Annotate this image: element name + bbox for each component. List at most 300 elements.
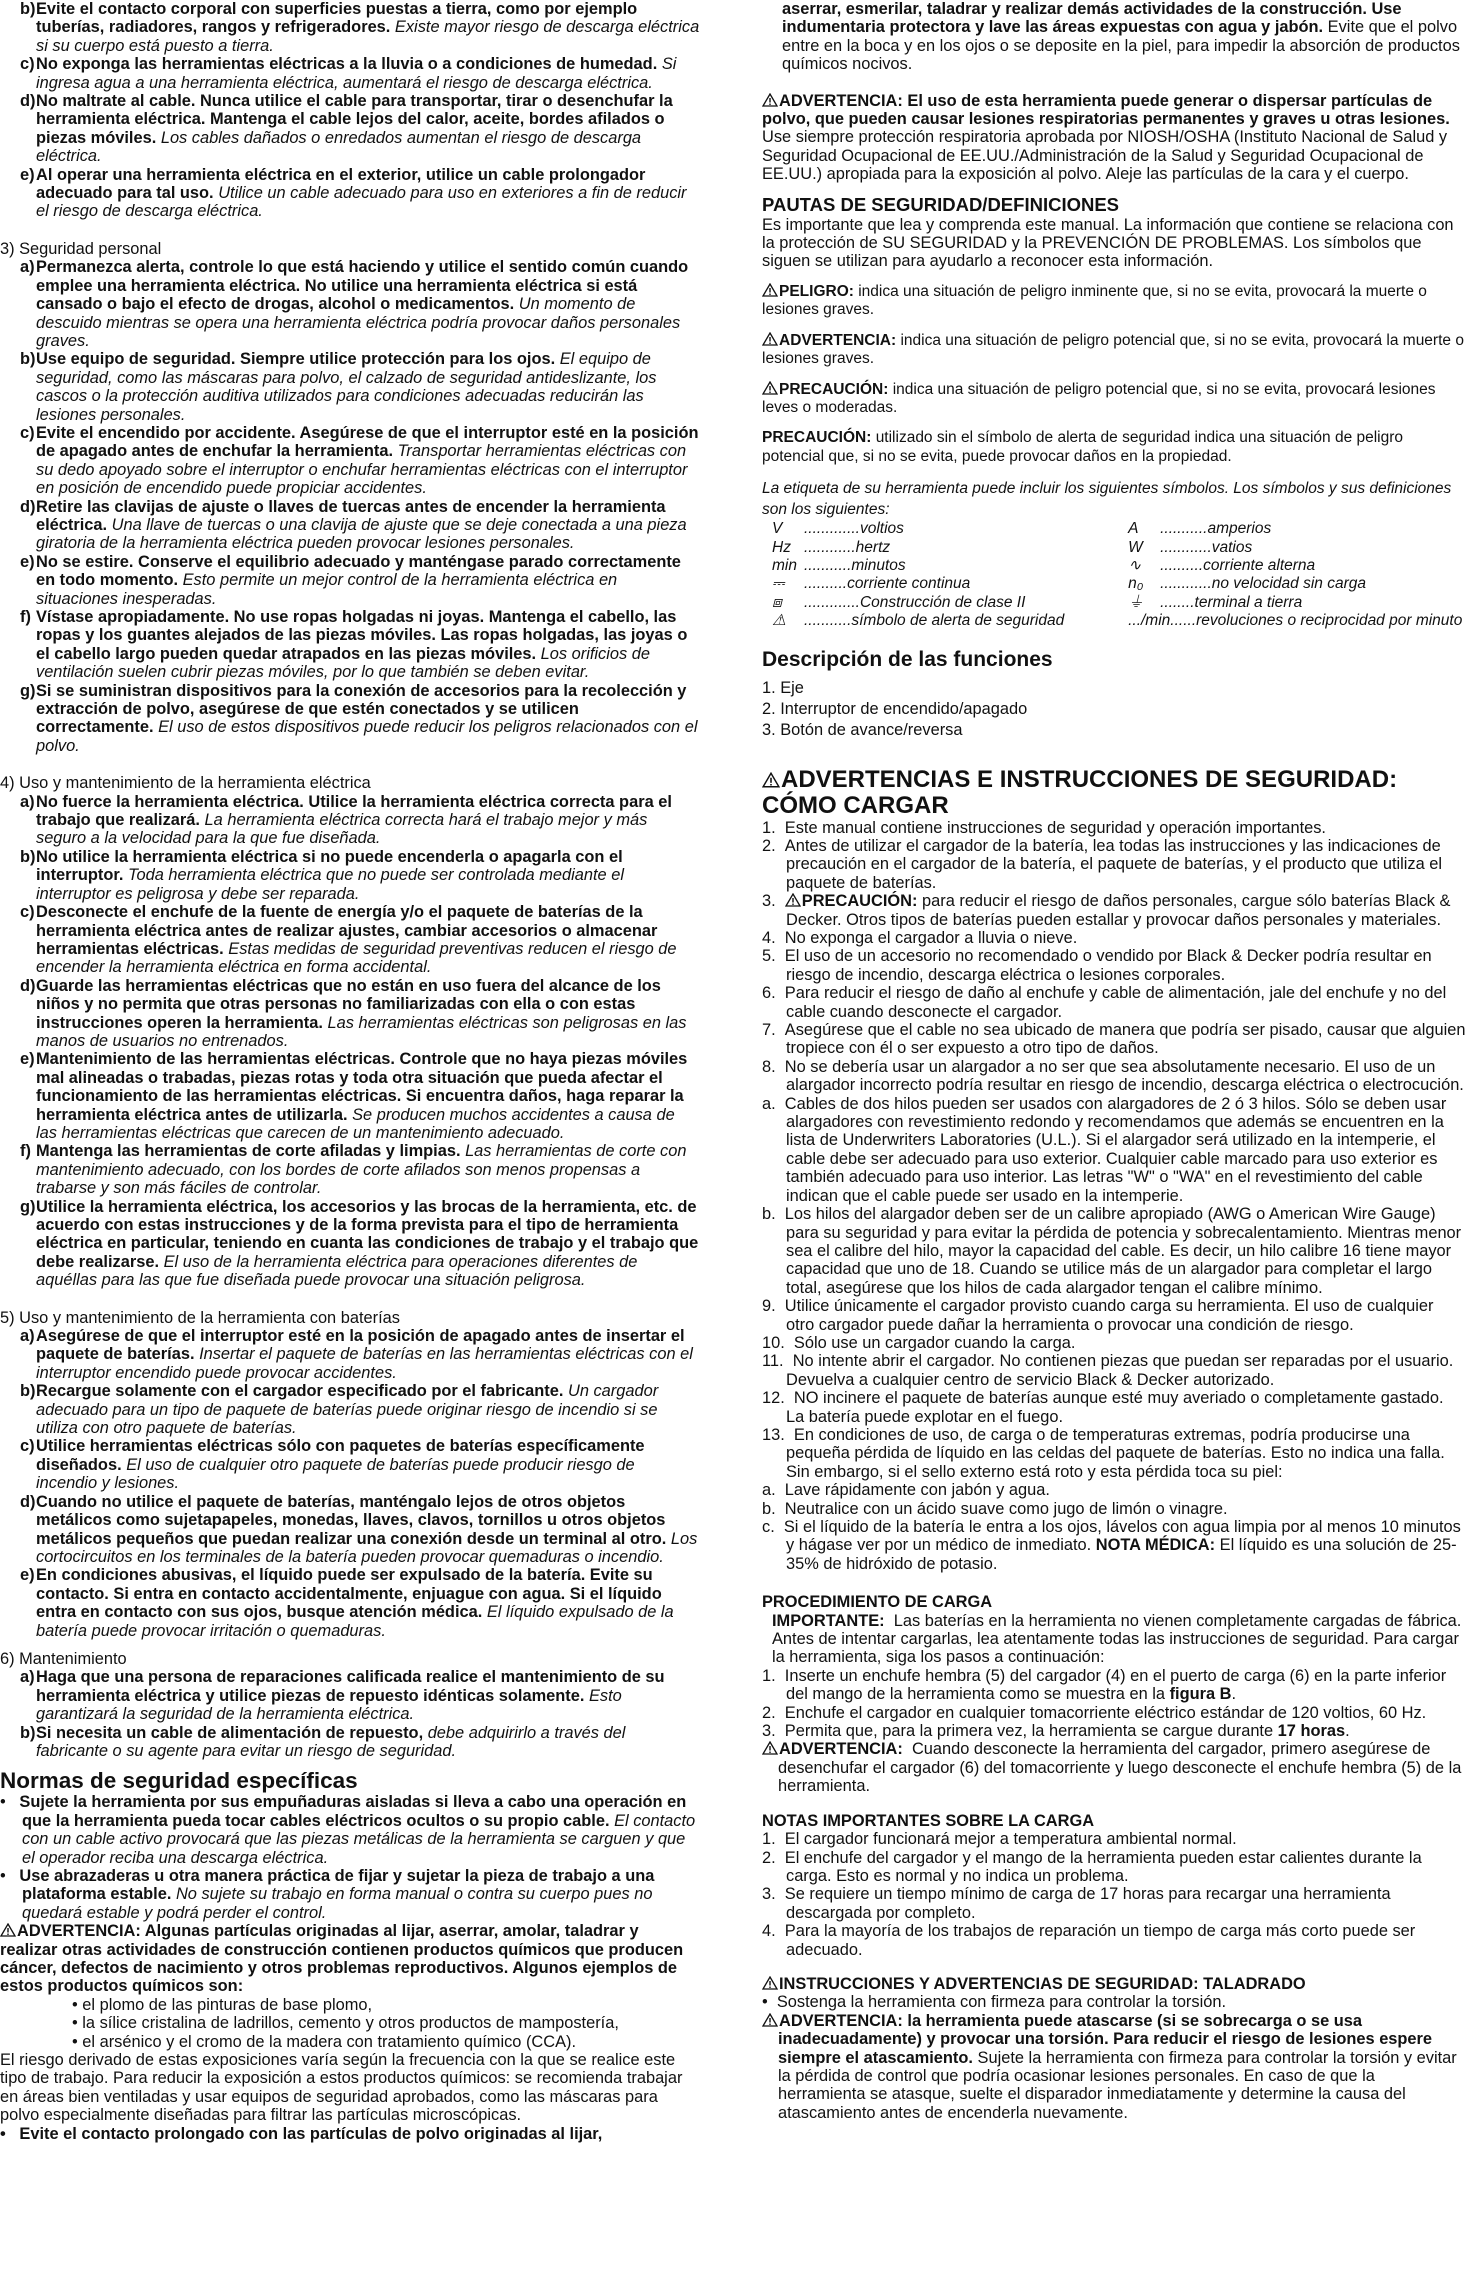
definition-item [762, 283, 1466, 320]
list-item [0, 1668, 700, 1723]
list-item [0, 1493, 700, 1567]
maintenance-list [0, 1668, 700, 1760]
charging-item [762, 1095, 1466, 1205]
item-italic-text: El equipo de seguridad, como las máscaras para polvo, el calzado de seguridad antideslizante, los cascos o la protección auditiva utilizados para condiciones adecuadas reducirán las lesiones personales. [36, 350, 657, 424]
symbol-glyph: ∿ [1128, 556, 1142, 574]
symbol-cell [1128, 539, 1466, 557]
item-note-text: El líquido es una solución de 25-35% de hidróxido de potasio. [786, 1536, 1457, 1573]
proc-warn-bold: ADVERTENCIA: [779, 1740, 903, 1759]
charging-item [762, 929, 1466, 947]
warning-icon [0, 1923, 16, 1937]
item-bold-text: 17 horas [1277, 1722, 1346, 1741]
item-letter: f) [20, 608, 31, 626]
proc-imp-text: Las baterías en la herramienta no vienen completamente cargadas de fábrica. Antes de intentar cargarlas, lea atentamente todas las instrucciones de seguridad. Para cargar la herramienta, siga los pasos a continuación: [772, 1611, 1462, 1667]
definition-term: PRECAUCIÓN: [779, 380, 889, 398]
item-text: No intente abrir el cargador. No contienen piezas que puedan ser reparadas por el usuario. Devuelva a cualquier centro de servicio Black & Decker autorizado. [786, 1352, 1454, 1389]
item-end: . [1345, 1722, 1350, 1741]
numbered-item [762, 1722, 1466, 1740]
item-number: 7. [762, 1021, 776, 1040]
list-item [0, 0, 700, 55]
item-number: 3. [762, 1722, 776, 1741]
item-bold-text: Cuando no utilice el paquete de baterías, manténgalo lejos de otros objetos metálicos como sujetapapeles, monedas, llaves, clavos, tornillos u otros objetos metálicos pequeños que puedan realizar una conexión desde un terminal al otro. [36, 1492, 667, 1548]
item-letter: b) [20, 1723, 36, 1742]
item-italic-text: Los cables dañados o enredados aumentan el riesgo de descarga eléctrica. [36, 128, 642, 166]
precaution-no-symbol [762, 429, 1466, 466]
symbol-cell [762, 612, 1128, 630]
symbol-cell [762, 539, 1128, 557]
list-item [0, 1437, 700, 1492]
item-text: En condiciones de uso, de carga o de temperaturas extremas, podría producirse una pequeña pérdida de líquido en las celdas del paquete de baterías. Esto no indica una falla. Sin embargo, si el sello externo está roto y esta pérdida toca su piel: [786, 1425, 1445, 1481]
item-italic-text: El uso de la herramienta eléctrica para operaciones diferentes de aquéllas para las que fue diseñada puede provocar una situación peligrosa. [36, 1252, 638, 1290]
item-number: 11. [762, 1352, 784, 1371]
item-number: a. [762, 1481, 776, 1500]
symbol-row [762, 539, 1466, 557]
definition-text: indica una situación de peligro potencial que, si no se evita, provocará lesiones leves o moderadas. [762, 380, 1436, 416]
list-item [0, 1566, 700, 1640]
warning-icon [762, 1741, 778, 1755]
section-title-maintenance: 6) Mantenimiento [0, 1649, 127, 1668]
charging-item [762, 1481, 1466, 1499]
symbol-row [762, 612, 1466, 630]
item-letter: e) [20, 165, 35, 184]
item-number: 2. [762, 1703, 776, 1722]
item-text: Antes de utilizar el cargador de la batería, lea todas las instrucciones y las indicaciones de precaución en el cargador de la batería, el paquete de baterías, y el producto que utiliza el paquete de baterías. [784, 836, 1443, 892]
item-italic-text: Esto garantizará la seguridad de la herramienta eléctrica. [36, 1686, 622, 1724]
warning-icon [762, 772, 780, 788]
item-bold-text: Si necesita un cable de alimentación de repuesto, [36, 1723, 424, 1742]
numbered-item [762, 1922, 1466, 1959]
item-letter: d) [20, 1492, 36, 1511]
warning-icon [762, 332, 778, 346]
drilling-title-text: INSTRUCCIONES Y ADVERTENCIAS DE SEGURIDAD: TALADRADO [779, 1974, 1306, 1993]
item-number: 6. [762, 984, 776, 1003]
list-item [0, 553, 700, 608]
list-item [0, 848, 700, 903]
procedure-warning [762, 1740, 1466, 1795]
symbol-cell [1128, 575, 1466, 593]
symbol-meaning: .............Construcción de clase II [804, 593, 1026, 611]
item-bold-text: Mantenga las herramientas de corte afiladas y limpias. [36, 1142, 461, 1161]
item-bold-text: Evite el encendido por accidente. Asegúrese de que el interruptor esté en la posición de apagado antes de enchufar la herramienta. [36, 423, 699, 461]
charging-item [762, 1205, 1466, 1297]
item-italic-text: Utilice un cable adecuado para uso en exteriores a fin de reducir el riesgo de descarga eléctrica. [36, 184, 687, 221]
list-item [0, 1724, 700, 1761]
item-number: 4. [762, 1922, 776, 1941]
item-text: Lave rápidamente con jabón y agua. [784, 1481, 1050, 1500]
item-italic-text: Esto permite un mejor control de la herramienta eléctrica en situaciones inesperadas. [36, 571, 618, 608]
item-letter: a) [20, 792, 35, 811]
item-bold-text: Retire las clavijas de ajuste o llaves de tuercas antes de encender la herramienta eléctrica. [36, 497, 666, 534]
charging-item [762, 1297, 1466, 1334]
pautas-title: PAUTAS DE SEGURIDAD/DEFINICIONES [762, 193, 1120, 215]
item-bold-text: Use abrazaderas u otra manera práctica de fijar y sujetar la pieza de trabajo a una plataforma estable. [19, 1867, 655, 1904]
list-item [0, 1327, 700, 1382]
item-text: No se debería usar un alargador a no ser que sea absolutamente necesario. El uso de un alargador incorrecto podría resultar en riesgo de incendio, descarga eléctrica o electrocución. [784, 1057, 1464, 1095]
item-letter: a) [20, 258, 35, 277]
item-number: 3. [762, 1885, 776, 1904]
item-number: 12. [762, 1389, 785, 1408]
item-number: 3. [762, 892, 776, 911]
item-letter: g) [20, 681, 36, 700]
warning-icon [762, 381, 778, 395]
item-bold-text: Sujete la herramienta por sus empuñaduras aisladas si lleva a cabo una operación en que la herramienta pueda tocar cables eléctricos ocultos o su propio cable. [19, 1793, 687, 1830]
definition-item [762, 332, 1466, 369]
battery-tool-list [0, 1327, 700, 1640]
item-warning-label: PRECAUCIÓN: [801, 892, 918, 911]
item-italic-text: Existe mayor riesgo de descarga eléctrica si su cuerpo está puesto a tierra. [36, 18, 700, 55]
item-bold-text: Use equipo de seguridad. Siempre utilice protección para los ojos. [36, 350, 556, 369]
item-number: 1. [762, 1666, 776, 1685]
item-text: No exponga el cargador a lluvia o nieve. [784, 929, 1078, 947]
left-column [0, 0, 700, 2143]
personal-safety-list [0, 258, 700, 755]
symbol-row [762, 575, 1466, 593]
item-letter: e) [20, 1050, 35, 1069]
bullet-item: • Use abrazaderas u otra manera práctica de fijar y sujetar la pieza de trabajo a una plataforma estable. No sujete su trabajo en forma manual o contra su cuerpo pues no quedará estable y podrá perder el control. [0, 1867, 655, 1922]
item-bold-text: No exponga las herramientas eléctricas a la lluvia o a condiciones de humedad. [36, 55, 658, 74]
item-italic-text: Un cargador adecuado para un tipo de paquete de baterías puede originar riesgo de incendio si se utiliza con otro paquete de baterías. [36, 1382, 659, 1438]
list-item [0, 258, 700, 350]
item-bold-text: No fuerce la herramienta eléctrica. Utilice la herramienta eléctrica correcta para el trabajo que realizará. [36, 792, 672, 830]
warning-icon [762, 2013, 778, 2027]
item-bold-text: Permanezca alerta, controle lo que está haciendo y utilice el sentido común cuando emplee una herramienta eléctrica. No utilice una herramienta eléctrica si está cansado o bajo el efecto de drogas, alcohol o medicamentos. [36, 258, 689, 314]
item-number: b. [762, 1499, 776, 1518]
prec2-text: utilizado sin el símbolo de alerta de seguridad indica una situación de peligro potencial que, si no se evita, puede provocar daños en la propiedad. [762, 429, 1404, 465]
symbol-glyph: min [772, 556, 797, 574]
symbol-cell [762, 557, 1128, 575]
symbol-meaning: ........terminal a tierra [1160, 593, 1303, 611]
item-text: Cables de dos hilos pueden ser usados con alargadores de 2 ó 3 hilos. Sólo se deben usar alargadores con revestimiento redondo y recomendamos que además se encuentren en la lista de Underwriters Laboratories (U.L.). Si el alargador será utilizado en la intemperie, el cable debe ser adecuado para uso exterior. Cualquier cable marcado para uso exterior es también adecuado para uso interior. Las letras "W" o "WA" en el revestimiento del cable indican que el cable puede ser usado en la intemperie. [784, 1094, 1447, 1205]
item-bold-text: figura B [1169, 1685, 1232, 1704]
list-item [0, 350, 700, 424]
drill-warn-bold: ADVERTENCIA: la herramienta puede atascarse (si se sobrecarga o se usa inadecuadamente) y provocar una torsión. Para reducir el riesgo de lesiones espere siempre el atascamiento. [778, 2011, 1433, 2067]
item-text: Utilice únicamente el cargador provisto cuando carga su herramienta. El uso de cualquier otro cargador puede dañar la herramienta o provocar una condición de riesgo. [784, 1297, 1434, 1334]
item-bold-text: Desconecte el enchufe de la fuente de energía y/o el paquete de baterías de la herramienta eléctrica antes de realizar ajustes, cambiar accesorios o almacenar herramientas eléctricas. [36, 903, 658, 958]
symbol-meaning: ..........corriente alterna [1160, 556, 1316, 574]
symbol-meaning: ...........amperios [1160, 520, 1272, 538]
warning-icon [762, 1976, 778, 1990]
item-italic-text: Los orificios de ventilación suelen cubrir piezas móviles, por lo que también se deben evitar. [36, 644, 650, 682]
description-item: 1. Eje [762, 678, 804, 697]
right-column [762, 0, 1466, 2122]
item-letter: a) [20, 1668, 35, 1687]
symbol-meaning: ...........símbolo de alerta de seguridad [804, 612, 1065, 630]
procedure-list [762, 1667, 1466, 1741]
proc-warn-text: Cuando desconecte la herramienta del cargador, primero asegúrese de desenchufar el cargador (6) del tomacorriente y luego desconecte el enchufe hembra (5) de la herramienta. [778, 1740, 1462, 1796]
symbol-glyph: ⧈ [772, 593, 782, 611]
charging-title [762, 767, 1466, 819]
dust-bullet-text: Evite el contacto prolongado con las partículas de polvo originadas al lijar, [19, 2124, 603, 2143]
warning-icon [762, 283, 778, 297]
item-text: Sólo use un cargador cuando la carga. [793, 1333, 1076, 1352]
pautas-paragraph: Es importante que lea y comprenda este manual. La información que contiene se relaciona con la protección de SU SEGURIDAD y la PREVENCIÓN DE PROBLEMAS. Los símbolos que siguen se utilizan para ayudarlo a reconocer esta información. [762, 215, 1454, 271]
definition-term: PELIGRO: [779, 282, 854, 300]
item-letter: b) [20, 350, 36, 369]
charging-title-text: ADVERTENCIAS E INSTRUCCIONES DE SEGURIDAD: CÓMO CARGAR [762, 765, 1398, 819]
item-italic-text: Las herramientas de corte con mantenimiento adecuado, con los bordes de corte afilados son menos propensas a trabarse y son más fáciles de controlar. [36, 1142, 687, 1198]
drilling-warning [762, 2012, 1466, 2122]
item-number: c. [762, 1518, 775, 1536]
symbol-cell [1128, 594, 1466, 612]
item-bold-text: No maltrate al cable. Nunca utilice el cable para transportar, tirar o desenchufar la herramienta eléctrica. Mantenga el cable lejos del calor, aceite, bordes afilados o piezas móviles. [36, 92, 673, 147]
item-letter: d) [20, 497, 36, 516]
chemical-paragraph: El riesgo derivado de estas exposiciones varía según la frecuencia con la que se realice este tipo de trabajo. Para reducir la exposición a estos productos químicos: se recomienda trabajar en áreas bien ventiladas y usar equipos de seguridad aprobados, como las máscaras para polvo especialmente diseñadas para filtrar las partículas microscópicas. [0, 2051, 683, 2125]
item-italic-text: debe adquirirlo a través del fabricante o su agente para evitar un riesgo de seguridad. [36, 1723, 626, 1760]
list-item [0, 793, 700, 848]
dust-bullet: • Evite el contacto prolongado con las partículas de polvo originadas al lijar, [0, 2124, 603, 2143]
item-text: Enchufe el cargador en cualquier tomacorriente eléctrico estándar de 120 voltios, 60 Hz. [784, 1703, 1427, 1722]
drilling-title [762, 1975, 1466, 1993]
definition-item [762, 381, 1466, 418]
section-title-tool-use: 4) Uso y mantenimiento de la herramienta eléctrica [0, 774, 371, 793]
charging-item [762, 1518, 1466, 1573]
definition-text: indica una situación de peligro inminente que, si no se evita, provocará la muerte o lesiones graves. [762, 282, 1427, 319]
item-text: Neutralice con un ácido suave como jugo de limón o vinagre. [784, 1499, 1228, 1518]
item-letter: e) [20, 552, 35, 571]
item-italic-text: Si ingresa agua a una herramienta eléctrica, aumentará el riesgo de descarga eléctrica. [36, 55, 677, 92]
charging-item [762, 1021, 1466, 1058]
list-item [0, 977, 700, 1051]
item-italic-text: Insertar el paquete de baterías en las herramientas eléctricas con el interruptor encendido puede provocar accidentes. [36, 1345, 693, 1382]
charging-item [762, 1334, 1466, 1352]
item-number: 13. [762, 1425, 785, 1444]
item-number: 9. [762, 1297, 776, 1316]
dust-bullet-continued [762, 0, 1466, 74]
item-text: Para la mayoría de los trabajos de reparación un tiempo de carga más corto puede ser adecuado. [784, 1922, 1416, 1959]
chemical-item: • la sílice cristalina de ladrillos, cemento y otros productos de mampostería, [72, 2014, 619, 2033]
specific-rules-title: Normas de seguridad específicas [0, 1768, 358, 1794]
item-italic-text: El contacto con un cable activo provocará que las piezas metálicas de la herramienta se carguen y que el operador reciba una descarga eléctrica. [22, 1811, 696, 1867]
item-letter: a) [20, 1327, 35, 1346]
item-bold-text: Utilice herramientas eléctricas sólo con paquetes de baterías específicamente diseñados. [36, 1437, 645, 1474]
item-italic-text: Las herramientas eléctricas son peligrosas en las manos de usuarios no entrenados. [36, 1013, 687, 1050]
item-italic-text: Una llave de tuercas o una clavija de ajuste que se deje conectada a una pieza giratoria de la herramienta eléctrica pueden provocar lesiones personales. [36, 515, 687, 553]
item-text: Los hilos del alargador deben ser de un calibre apropiado (AWG o American Wire Gauge) para su seguridad y para evitar la pérdida de potencia y sobrecalentamiento. Mientras menor sea el calibre del hilo, mayor la capacidad del cable. Es decir, un hilo calibre 16 tiene mayor capacidad que uno de 18. Cuando se utilice más de un alargador para completar el largo total, asegúrese que los hilos de cada alargador tengan el calibre mínimo. [784, 1205, 1462, 1297]
list-item [0, 498, 700, 553]
list-item [0, 1050, 700, 1142]
item-bold-text: Si se suministran dispositivos para la conexión de accesorios para la recolección y extracción de polvo, asegúrese de que estén conectados y se utilicen correctamente. [36, 681, 687, 737]
item-end: . [1231, 1685, 1237, 1704]
item-bold-text: Vístase apropiadamente. No use ropas holgadas ni joyas. Mantenga el cabello, las ropas y los guantes alejados de las piezas móviles. Las ropas holgadas, las joyas o el cabello largo pueden quedar atrapados en las piezas móviles. [36, 608, 688, 663]
symbol-meaning: ............vatios [1160, 538, 1253, 556]
definition-term: ADVERTENCIA: [779, 331, 897, 349]
numbered-item [762, 1849, 1466, 1886]
item-letter: b) [20, 0, 36, 18]
list-item [0, 166, 700, 221]
item-italic-text: El líquido expulsado de la batería puede provocar irritación o quemaduras. [36, 1603, 674, 1640]
respiratory-warning [762, 92, 1466, 184]
numbered-item [762, 1885, 1466, 1922]
item-bold-text: Mantenimiento de las herramientas eléctricas. Controle que no haya piezas móviles mal alineadas o trabadas, piezas rotas y toda otra situación que pueda afectar el funcionamiento de las herramientas eléctricas. Si encuentra daños, haga reparar la herramienta eléctrica antes de utilizarla. [36, 1050, 688, 1124]
list-item [0, 1142, 700, 1197]
symbol-cell [762, 594, 1128, 612]
symbols-table [762, 520, 1466, 630]
symbol-glyph: n₀ [1128, 575, 1144, 593]
item-italic-text: Se producen muchos accidentes a causa de las herramientas eléctricas que carecen de un mantenimiento adecuado. [36, 1105, 675, 1142]
description-list [762, 678, 1466, 741]
item-number: 4. [762, 929, 776, 947]
item-bold-text: Evite el contacto corporal con superficies puestas a tierra, como por ejemplo tuberías, radiadores, rangos y refrigeradores. [36, 0, 638, 37]
item-letter: f) [20, 1142, 31, 1161]
notes-title: NOTAS IMPORTANTES SOBRE LA CARGA [762, 1811, 1095, 1830]
drilling-bullet-text: Sostenga la herramienta con firmeza para controlar la torsión. [776, 1993, 1227, 2012]
charging-item [762, 1058, 1466, 1095]
symbol-glyph: ⚠ [772, 612, 786, 630]
symbol-glyph: .../min [1128, 612, 1171, 630]
procedure-title: PROCEDIMIENTO DE CARGA [762, 1593, 993, 1612]
symbol-cell [1128, 557, 1466, 575]
item-number: 1. [762, 1830, 776, 1849]
resp-warning-bold: ADVERTENCIA: El uso de esta herramienta puede generar o dispersar partículas de polvo, que pueden causar lesiones respiratorias permanentes y graves u otras lesiones. [762, 91, 1450, 129]
item-italic-text: El uso de cualquier otro paquete de baterías puede producir riesgo de incendio y lesiones. [36, 1455, 635, 1493]
item-bold-text: Al operar una herramienta eléctrica en el exterior, utilice un cable prolongador adecuado para tal uso. [36, 165, 646, 203]
item-letter: g) [20, 1197, 36, 1216]
resp-warning-plain: Use siempre protección respiratoria aprobada por NIOSH/OSHA (Instituto Nacional de Salud y Seguridad Ocupacional de EE.UU./Administración de la Salud y Seguridad Ocupacional de EE.UU.) apropiada para la exposición al polvo. Aleje las partículas de la cara y el cuerpo. [762, 128, 1448, 184]
symbols-intro: La etiqueta de su herramienta puede incluir los siguientes símbolos. Los símbolos y sus definiciones son los siguientes: [762, 480, 1452, 519]
list-item [0, 608, 700, 682]
charging-item [762, 892, 1466, 929]
item-letter: c) [20, 1437, 35, 1456]
warning-icon [785, 893, 801, 907]
charging-item [762, 1389, 1466, 1426]
item-text: para reducir el riesgo de daños personales, cargue sólo baterías Black & Decker. Otros tipos de baterías pueden estallar y provocar daños personales y materiales. [786, 892, 1451, 929]
item-text: Se requiere un tiempo mínimo de carga de 17 horas para recargar una herramienta descargada por completo. [784, 1885, 1391, 1922]
item-italic-text: El uso de estos dispositivos puede reducir los peligros relacionados con el polvo. [36, 718, 698, 755]
charging-item [762, 984, 1466, 1021]
item-italic-text: Transportar herramientas eléctricas con su dedo apoyado sobre el interruptor o enchufar herramientas eléctricas con el interruptor en posición de encendido puede propiciar accidentes. [36, 442, 688, 498]
item-letter: c) [20, 55, 35, 74]
item-bold-text: No utilice la herramienta eléctrica si no puede encenderla o apagarla con el interruptor. [36, 847, 623, 885]
item-text: El cargador funcionará mejor a temperatura ambiental normal. [784, 1830, 1237, 1849]
description-item: 3. Botón de avance/reversa [762, 720, 963, 739]
symbol-glyph: ⎓ [772, 575, 785, 593]
item-number: 8. [762, 1057, 776, 1076]
definition-text: indica una situación de peligro potencial que, si no se evita, provocará la muerte o lesiones graves. [762, 331, 1464, 368]
symbol-meaning: ...........minutos [804, 556, 906, 574]
description-item: 2. Interruptor de encendido/apagado [762, 699, 1028, 718]
numbered-item [762, 1704, 1466, 1722]
dust-cont-plain: Evite que el polvo entre en la boca y en los ojos o se deposite en la piel, para impedir la absorción de productos químicos nocivos. [782, 18, 1460, 74]
procedure-important [762, 1612, 1466, 1667]
symbol-glyph: W [1128, 538, 1143, 556]
list-item [0, 55, 700, 92]
charging-item [762, 1426, 1466, 1481]
chemical-list [0, 1996, 700, 2051]
item-text: Permita que, para la primera vez, la herramienta se cargue durante [784, 1722, 1274, 1741]
tool-use-list [0, 793, 700, 1290]
symbol-meaning: ............hertz [804, 538, 891, 556]
symbol-glyph: V [772, 520, 783, 538]
drilling-bullet: • Sostenga la herramienta con firmeza para controlar la torsión. [762, 1993, 1227, 2012]
electrical-safety-list [0, 0, 700, 221]
item-bold-text: No se estire. Conserve el equilibrio adecuado y manténgase parado correctamente en todo momento. [36, 552, 681, 590]
specific-rules-list [0, 1793, 700, 1922]
item-bold-text: Utilice la herramienta eléctrica, los accesorios y las brocas de la herramienta, etc. de acuerdo con estas instrucciones y de la forma prevista para el tipo de herramienta eléctrica en particular, teniendo en cuanta las condiciones de trabajo y el trabajo que debe realizarse. [36, 1197, 699, 1271]
symbol-meaning: ..........corriente continua [804, 575, 971, 593]
symbol-glyph: A [1128, 520, 1139, 538]
item-bold-text: En condiciones abusivas, el líquido puede ser expulsado de la batería. Evite su contacto. Si entra en contacto accidentalmente, enjuague con agua. Si el líquido entra en contacto con sus ojos, busque atención médica. [36, 1566, 662, 1622]
symbol-cell [762, 520, 1128, 538]
item-italic-text: Los cortocircuitos en los terminales de la batería pueden provocar quemaduras o incendio. [36, 1529, 698, 1566]
item-note-label: NOTA MÉDICA: [1095, 1536, 1216, 1555]
symbol-row [762, 557, 1466, 575]
item-text: Inserte un enchufe hembra (5) del cargador (4) en el puerto de carga (6) en la parte inferior del mango de la herramienta como se muestra en la [784, 1666, 1447, 1704]
symbol-glyph: Hz [772, 538, 791, 556]
item-number: 2. [762, 836, 776, 855]
drill-warn-text: Sujete la herramienta con firmeza para controlar la torsión y evitar la pérdida de control que podría ocasionar lesiones personales. En caso de que la herramienta se atasque, suelte el disparador inmediatamente y determine la causa del atascamiento antes de encenderla nuevamente. [778, 2048, 1457, 2122]
symbol-meaning: ............no velocidad sin carga [1160, 575, 1366, 593]
charging-item [762, 837, 1466, 892]
definitions-list [762, 283, 1466, 417]
item-letter: b) [20, 847, 36, 866]
item-text: Este manual contiene instrucciones de seguridad y operación importantes. [784, 818, 1326, 837]
item-bold-text: Recargue solamente con el cargador especificado por el fabricante. [36, 1382, 564, 1401]
charging-item [762, 819, 1466, 837]
charging-item [762, 1500, 1466, 1518]
symbol-meaning: ......revoluciones o reciprocidad por minuto [1170, 612, 1463, 630]
item-letter: e) [20, 1566, 35, 1585]
section-title-personal-safety: 3) Seguridad personal [0, 239, 162, 258]
chemical-item: • el arsénico y el cromo de la madera con tratamiento químico (CCA). [72, 2032, 577, 2051]
item-letter: d) [20, 92, 36, 111]
item-italic-text: Estas medidas de seguridad preventivas reducen el riesgo de encender la herramienta eléctrica en forma accidental. [36, 939, 677, 977]
description-title: Descripción de las funciones [762, 647, 1053, 671]
list-item [0, 424, 700, 498]
prec2-bold: PRECAUCIÓN: [762, 429, 872, 447]
item-letter: c) [20, 903, 35, 922]
proc-imp-bold: IMPORTANTE: [772, 1611, 885, 1630]
chemical-item: • el plomo de las pinturas de base plomo, [72, 1995, 373, 2014]
list-item [0, 92, 700, 166]
item-letter: c) [20, 423, 35, 442]
dust-cont-bold: aserrar, esmerilar, taladrar y realizar demás actividades de la construcción. Use indumentaria protectora y lave las áreas expuestas con agua y jabón. [782, 0, 1402, 37]
warning-icon [762, 93, 778, 107]
charging-list [762, 819, 1466, 1574]
item-number: 10. [762, 1333, 785, 1352]
list-item [0, 1382, 700, 1437]
bullet-item: • Sujete la herramienta por sus empuñaduras aisladas si lleva a cabo una operación en que la herramienta pueda tocar cables eléctricos ocultos o su propio cable. El contacto con un cable activo provocará que las piezas metálicas de la herramienta se carguen y que el operador reciba una descarga eléctrica. [0, 1793, 696, 1867]
item-italic-text: La herramienta eléctrica correcta hará el trabajo mejor y más seguro a la velocidad para la que fue diseñada. [36, 811, 648, 848]
charging-item [762, 947, 1466, 984]
section-title-battery-tool: 5) Uso y mantenimiento de la herramienta con baterías [0, 1308, 400, 1327]
item-letter: b) [20, 1382, 36, 1401]
list-item [0, 682, 700, 756]
item-text: NO incinere el paquete de baterías aunque esté muy averiado o completamente gastado. La batería puede explotar en el fuego. [786, 1389, 1444, 1426]
charging-item [762, 1352, 1466, 1389]
symbol-meaning: .............voltios [804, 520, 904, 538]
item-bold-text: Asegúrese de que el interruptor esté en la posición de apagado antes de insertar el paquete de baterías. [36, 1327, 685, 1364]
symbol-cell [1128, 520, 1466, 538]
item-number: 5. [762, 947, 776, 966]
chemical-warning [0, 1922, 700, 1996]
item-text: El enchufe del cargador y el mango de la herramienta pueden estar calientes durante la carga. Esto es normal y no indica un problema. [784, 1848, 1422, 1885]
symbol-glyph: ⏚ [1128, 593, 1144, 611]
item-number: 2. [762, 1848, 776, 1867]
item-italic-text: Un momento de descuido mientras se opera una herramienta eléctrica podría provocar daños personales graves. [36, 295, 681, 350]
item-number: 1. [762, 818, 776, 837]
item-number: a. [762, 1094, 776, 1113]
symbol-cell [1128, 612, 1466, 630]
item-text: Si el líquido de la batería le entra a los ojos, lávelos con agua limpia por al menos 10 minutos y hágase ver por un médico de inmediato. [783, 1518, 1461, 1555]
numbered-item [762, 1830, 1466, 1848]
symbol-row [762, 594, 1466, 612]
symbol-row [762, 520, 1466, 538]
item-bold-text: Guarde las herramientas eléctricas que no están en uso fuera del alcance de los niños y no permita que otras personas no familiarizadas con ella o con estas instrucciones operen la herramienta. [36, 976, 661, 1032]
list-item [0, 1198, 700, 1290]
numbered-item [762, 1667, 1466, 1704]
item-bold-text: Haga que una persona de reparaciones calificada realice el mantenimiento de su herramienta eléctrica y utilice piezas de repuesto idénticas solamente. [36, 1668, 665, 1705]
item-italic-text: Toda herramienta eléctrica que no puede ser controlada mediante el interruptor es peligrosa y debe ser reparada. [36, 866, 624, 903]
